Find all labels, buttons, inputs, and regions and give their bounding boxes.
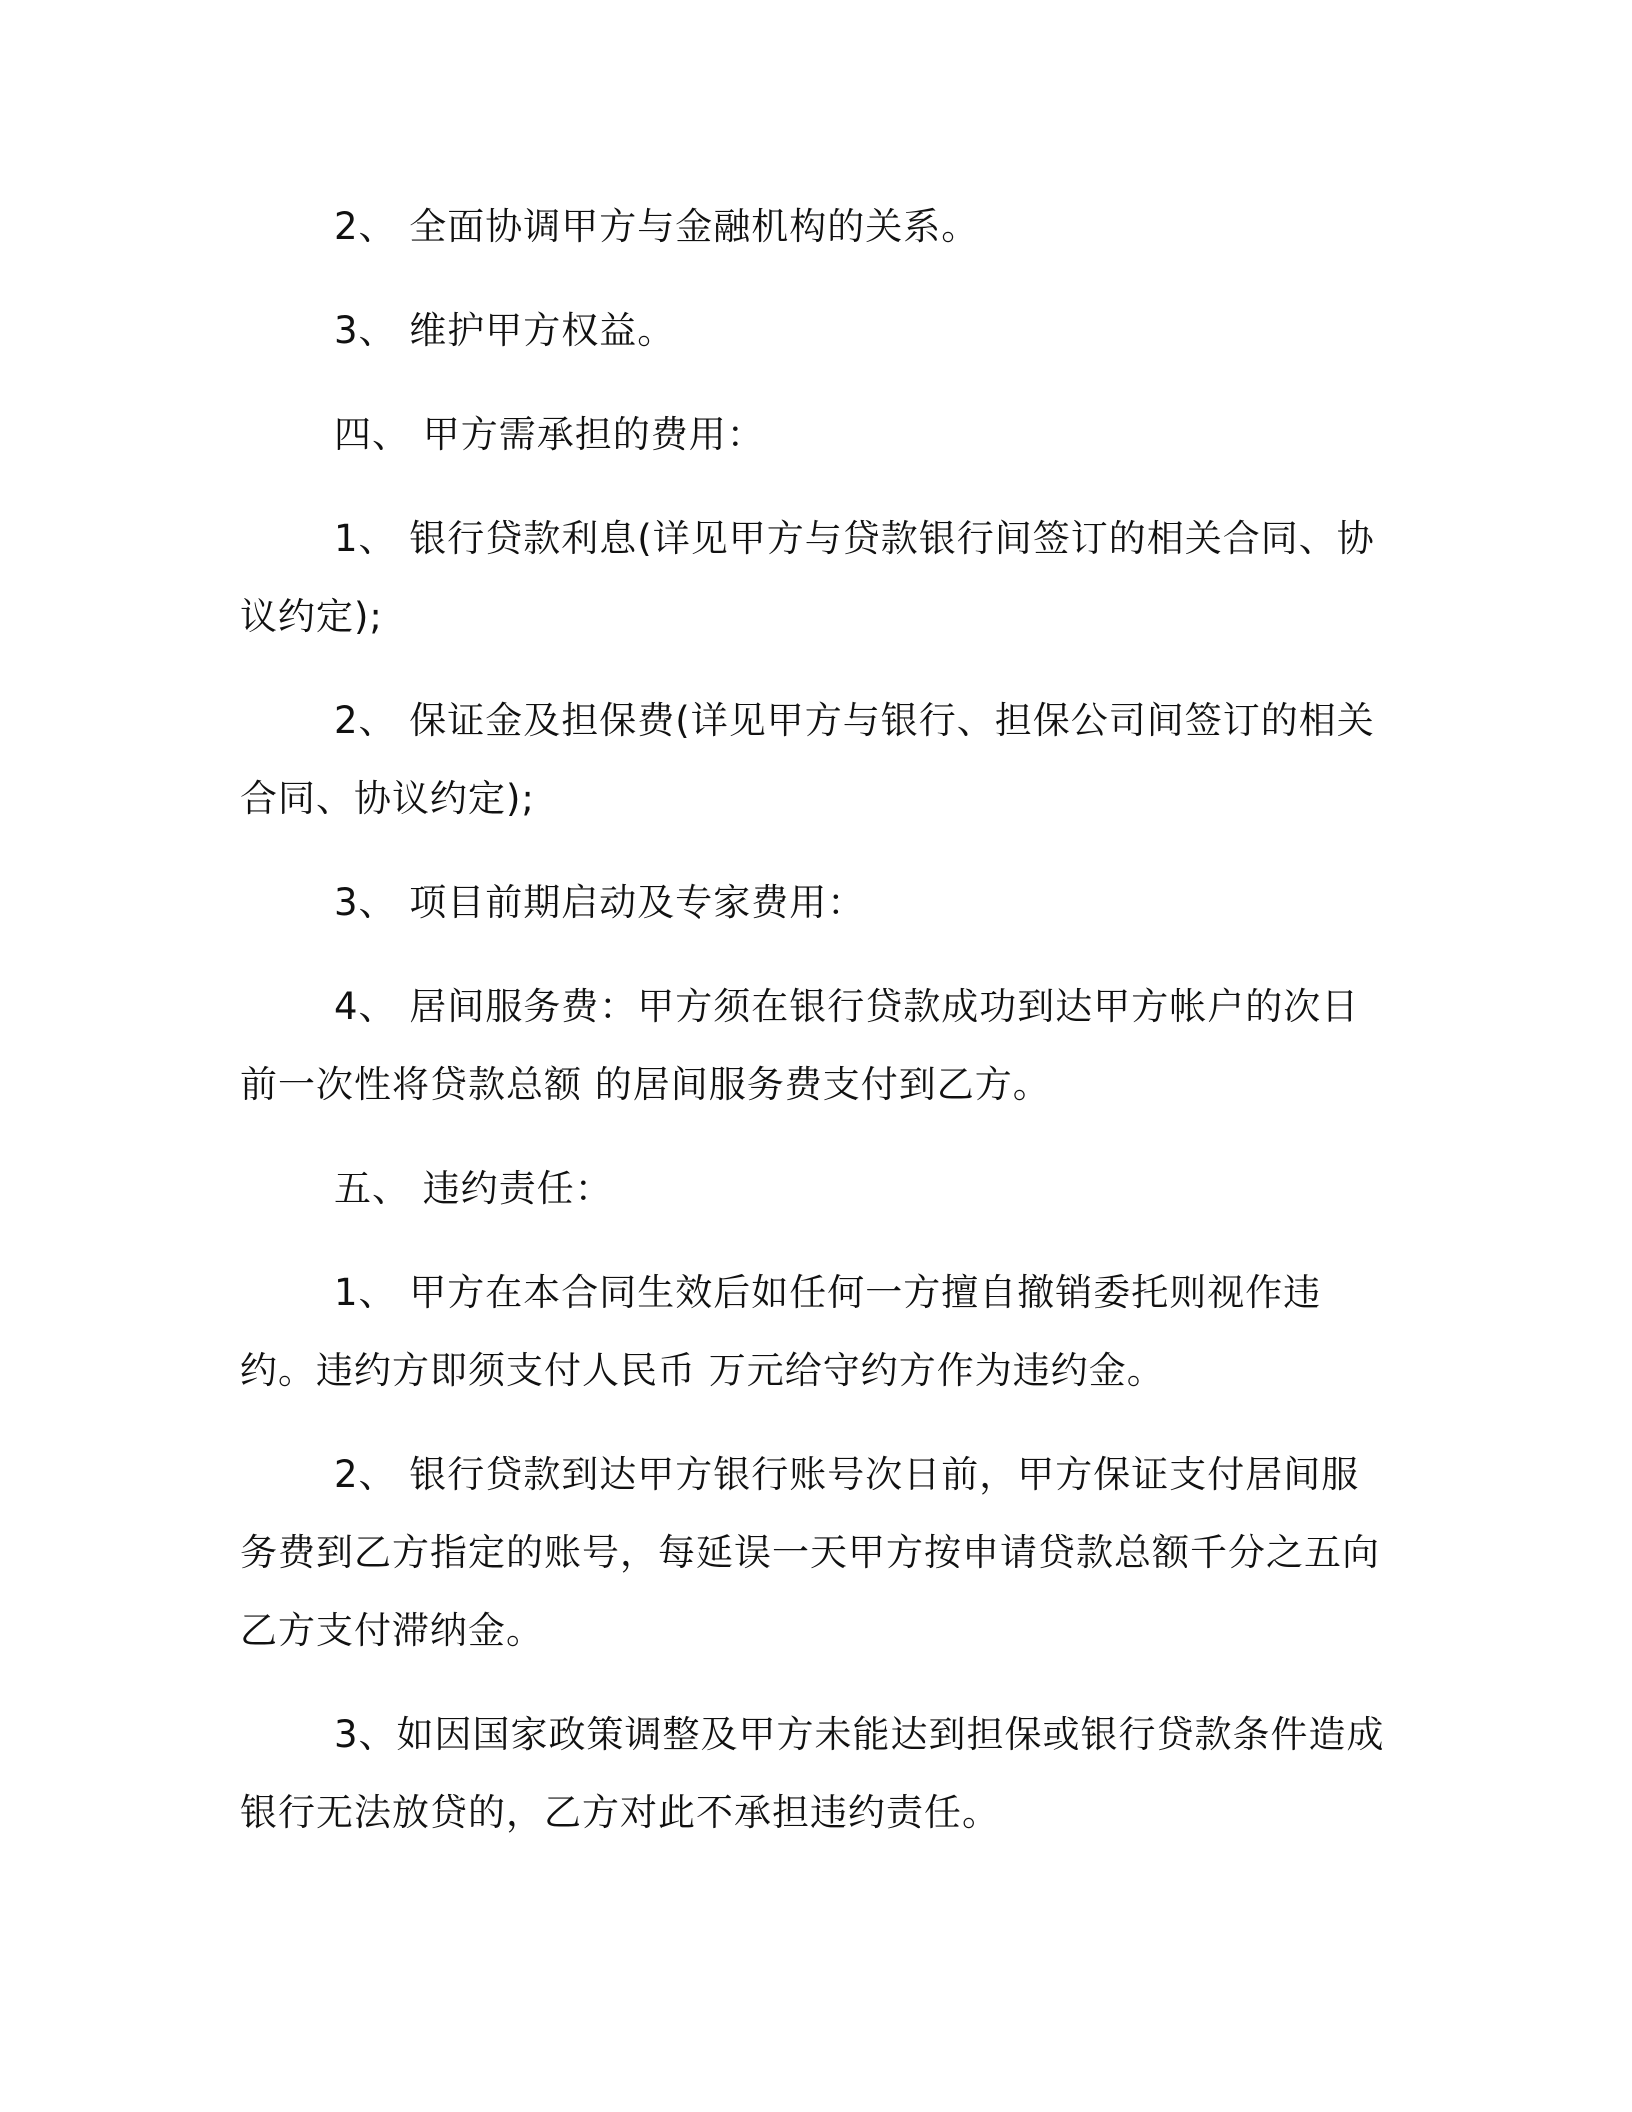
liability-clause-3-policy-exemption: 3、如因国家政策调整及甲方未能达到担保或银行贷款条件造成银行无法放贷的，乙方对此不承担违约责任。 xyxy=(240,1713,1385,1834)
clause-3-protect-party-a-rights: 3、 维护甲方权益。 xyxy=(334,309,676,352)
clause-2-coordinate-financial-institutions: 2、 全面协调甲方与金融机构的关系。 xyxy=(334,205,980,248)
cost-clause-4-intermediary-fee: 4、 居间服务费：甲方须在银行贷款成功到达甲方帐户的次日前一次性将贷款总额 的居间服务费支付到乙方。 xyxy=(240,985,1360,1106)
cost-clause-2-deposit-guarantee: 2、 保证金及担保费(详见甲方与银行、担保公司间签订的相关合同、协议约定); xyxy=(240,699,1375,820)
document-body xyxy=(240,188,1395,1878)
liability-clause-1-revocation: 1、 甲方在本合同生效后如任何一方擅自撤销委托则视作违约。违约方即须支付人民币 万元给守约方作为违约金。 xyxy=(240,1271,1322,1392)
section-heading-five-liability: 五、 违约责任： xyxy=(334,1167,613,1210)
section-heading-four-costs: 四、 甲方需承担的费用： xyxy=(334,413,765,456)
liability-clause-2-late-payment: 2、 银行贷款到达甲方银行账号次日前，甲方保证支付居间服务费到乙方指定的账号，每延误一天甲方按申请贷款总额千分之五向乙方支付滞纳金。 xyxy=(240,1453,1380,1652)
cost-clause-3-startup-expert-fees: 3、 项目前期启动及专家费用： xyxy=(334,881,866,924)
cost-clause-1-bank-interest: 1、 银行贷款利息(详见甲方与贷款银行间签订的相关合同、协议约定); xyxy=(240,517,1375,638)
